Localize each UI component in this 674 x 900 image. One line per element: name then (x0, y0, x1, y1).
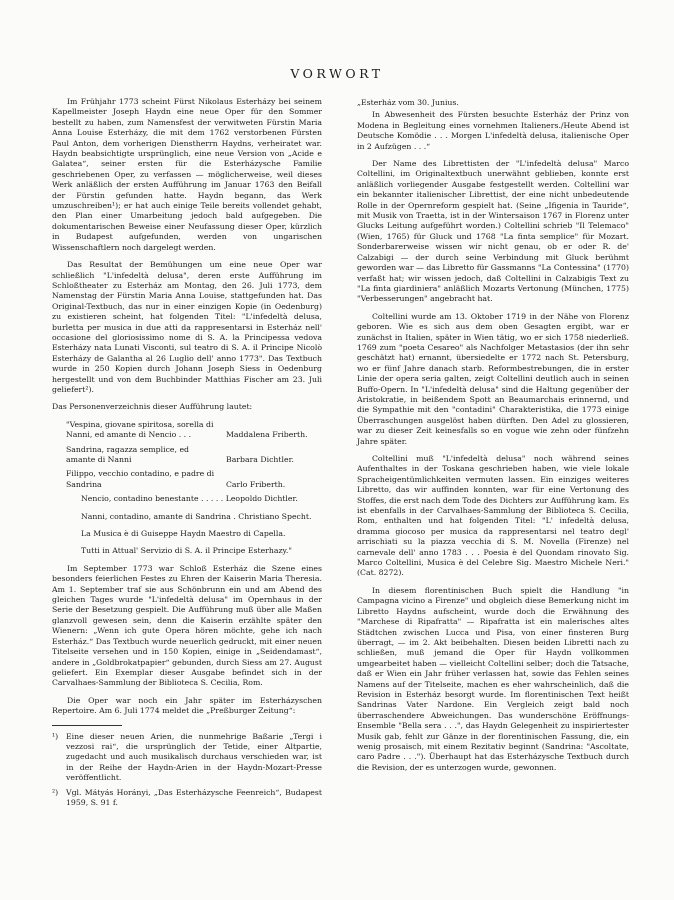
paragraph: Im September 1773 war Schloß Esterház die Szene eines besonders feierlichen Festes zu Ehren der Kaiserin Maria Theresia. Am 1. September traf sie aus Schönbrunn ein und am Abend des gleichen Tages wurde "L'infedeltà delusa" im Opernhaus in der Serie der Besetzung gespielt. Die Aufführung muß über alle Maßen glanzvoll gewesen sein, denn die Kaiserin erzählte später den Wienern: „Wenn ich gute Opera hören möchte, gehe ich nach Esterház.“ Das Textbuch wurde neuerlich gedruckt, mit einer neuen Titelseite versehen und in 150 Kopien, einige in „Seidendamast“, andere in „Goldbrokatpapier“ gebunden, durch Siess am 27. August geliefert. Ein Exemplar dieser Ausgabe befindet sich in der Carvalhaes-Sammlung der Biblioteca S. Cecilia, Rom. (52, 563, 322, 688)
cast-line: Nanni, contadino, amante di Sandrina . Christiano Specht. (81, 511, 312, 521)
paragraph: Coltellini muß "L'infedeltà delusa" noch während seines Aufenthaltes in der Toskana geschrieben haben, wie viele lokale Spracheigentümlichkeiten vermuten lassen. Ein einziges weiteres Libretto, das wir auffinden konnten, war für eine Vertonung des Stoffes, die erst nach dem Tode des Dichters zur Aufführung kam. Es ist ebenfalls in der Carvalhaes-Sammlung der Biblioteca S. Cecilia, Rom, enthalten und hat folgenden Titel: "L' infedeltà delusa, dramma giocoso per musica da rappresentarsi nel teatro degl' arrischiati su la piazza vecchia di S. M. Novella (Firenze) nel carnevale dell' anno 1783 . . . Poesia è del Quondam rinovato Sig. Marco Coltellini, Musica è del Celebre Sig. Maestro Michele Neri." (Cat. 8272). (357, 454, 629, 578)
cast-actor: Barbara Dichtler. (226, 455, 294, 464)
paragraph: Coltellini wurde am 13. Oktober 1719 in der Nähe von Florenz geboren. Wie es sich aus dem oben Gesagten ergibt, war er zunächst in Italien, später in Wien tätig, wo er sich 1758 niederließ. 1769 zum "poeta Cesareo" als Nachfolger Metastasios (der ihn sehr geschätzt hat) ernannt, übersiedelte er 1772 nach St. Petersburg, wo er fünf Jahre danach starb. Reformbestrebungen, die in erster Linie der opera seria galten, zeigt Coltellini deutlich auch in seinen Buffo-Opern. In "L'infedeltà delusa" sind die Haltung gegenüber der Aristokratie, in beißendem Spott an Beaumarchais erinnernd, und die Sympathie mit den "contadini" Charakteristika, die 1773 einige Überraschungen ausgelöst haben dürften. Den Adel zu glossieren, war zu dieser Zeit keinesfalls so en vogue wie zehn oder fünfzehn Jahre später. (357, 311, 629, 446)
right-column (357, 98, 629, 780)
cast-intro: Das Personenverzeichnis dieser Aufführung lautet: (52, 402, 253, 412)
paragraph: Die Oper war noch ein Jahr später im Esterházyschen Repertoire. Am 6. Juli 1774 meldet die „Preßburger Zeitung“: (52, 695, 322, 716)
paragraph: Der Name des Librettisten der "L'infedeltà delusa" Marco Coltellini, im Originaltextbuch unerwähnt geblieben, konnte erst anläßlich vorliegender Ausgabe festgestellt werden. Coltellini war ein bekannter italienischer Librettist, der eine nicht unbedeutende Rolle in der Opernreform gespielt hat. (Seine „Ifigenia in Tauride“, mit Musik von Traetta, ist in der Wintersaison 1767 in Florenz unter Glucks Leitung aufgeführt worden.) Coltellini schrieb "Il Telemaco" (Wien, 1765) für Gluck und 1768 "La finta semplice" für Mozart. Sonderbarerweise wissen wir nicht genau, ob er oder R. de' Calzabigi — der durch seine Verbindung mit Gluck berühmt geworden war — das Libretto für Gassmanns "La Contessina" (1770) verfaßt hat; wir wissen jedoch, daß Coltellini in Calzabigis Text zu "La finta giardiniera" anläßlich Mozarts Vertonung (München, 1775) "Verbesserungen" angebracht hat. (357, 159, 629, 304)
footnote (52, 788, 322, 809)
cast-list (66, 420, 322, 557)
cast-entry (66, 469, 322, 490)
paragraph: Das Resultat der Bemühungen um eine neue Oper war schließlich "L'infedeltà delusa", deren erste Aufführung im Schloßtheater zu Esterház am Montag, den 26. Juli 1773, dem Namenstag der Fürstin Maria Anna Louise, stattgefunden hat. Das Original-Textbuch, das nur in einer einzigen Kopie (in Oedenburg) zu existieren scheint, hat folgenden Titel: "L'infedeltà delusa, burletta per musica in due atti da rappresentarsi in Esterház nell' occasione del gloriosissimo nome di S. A. la Principessa vedova Esterházy nata Lunati Visconti, sul teatro di S. A. il Principe Nicolò Esterházy de Galantha al 26 Luglio dell' anno 1773". Das Textbuch wurde in 250 Kopien durch Johann Joseph Siess in Oedenburg hergestellt und von dem Buchbinder Matthias Fischer am 23. Juli geliefert²). (52, 260, 322, 394)
paragraph: Im Frühjahr 1773 scheint Fürst Nikolaus Esterházy bei seinem Kapellmeister Joseph Haydn eine neue Oper für den Sommer bestellt zu haben, zum Namensfest der verwitweten Fürstin Maria Anna Louise Esterházy, die mit dem 1762 verstorbenen Fürsten Paul Anton, dem vorherigen Dienstherrn Haydns, verheiratet war. Haydn beabsichtigte ursprünglich, eine neue Version von „Acide e Galatea“, seiner ersten für die Esterházysche Familie geschriebenen Oper, zu verfassen — möglicherweise, weil dieses Werk anläßlich der ersten Aufführung im Januar 1763 den Beifall der Fürstin gefunden hatte. Haydn begann, das Werk umzuschreiben¹); er hat auch einige Teile bereits vollendet gehabt, den Plan einer Umarbeitung jedoch bald aufgegeben. Die dokumentarischen Beweise einer Neufassung dieser Oper, kürzlich in Budapest aufgefunden, werden von ungarischen Wissenschaftlern noch dargelegt werden. (52, 97, 322, 252)
cast-role: Filippo, vecchio contadino, e padre di Sandrina (66, 469, 215, 489)
footnote-mark: ¹) (52, 731, 59, 741)
footnote-divider (52, 725, 122, 726)
footnote (52, 732, 322, 784)
left-column (52, 97, 322, 812)
cast-line: Nencio, contadino benestante . . . . . Leopoldo Dichtler. (81, 494, 298, 504)
footnote-text: Vgl. Mátyás Horányi, „Das Esterházysche Feenreich“, Budapest 1959, S. 91 f. (66, 787, 322, 807)
cast-line: La Musica è di Guiseppe Haydn Maestro di Capella. (81, 529, 286, 539)
page-title: VORWORT (290, 66, 384, 81)
quote-paragraph: In Abwesenheit des Fürsten besuchte Esterház der Prinz von Modena in Begleitung eines vornehmen Italieners./Heute Abend ist Deutsche Komödie . . . Morgen L'infedeltà delusa, italienische Oper in 2 Aufzügen . . .“ (357, 110, 629, 151)
cast-line: Tutti in Attual' Servizio di S. A. il Principe Esterhazy." (81, 546, 292, 556)
quote-line: „Esterház vom 30. Junius. (357, 98, 459, 107)
cast-role: "Vespina, giovane spiritosa, sorella di Nanni, ed amante di Nencio . . . (66, 419, 214, 440)
paragraph: In diesem florentinischen Buch spielt die Handlung "in Campagna vicino a Firenze" und obgleich diese Bemerkung nicht im Libretto Haydns aufscheint, wurde doch die Erwähnung des "Marchese di Ripafratta" — Ripafratta ist ein malerisches altes Städtchen zwischen Lucca und Pisa, von einer finsteren Burg überragt, — im 2. Akt beibehalten. Diesen beiden Libretti nach zu schließen, muß jemand die Oper für Haydn vollkommen umgearbeitet haben — vielleicht Coltellini selber; doch die Tatsache, daß er Wien ein Jahr früher verlassen hat, sowie das Fehlen seines Namens auf der Titelseite, machen es eher wahrscheinlich, daß die Revision in Esterház besorgt wurde. Im florentinischen Text heißt Sandrinas Vater Nardone. Ein Vergleich zeigt bald noch überraschendere Abweichungen. Das wunderschöne Eröffnungs-Ensemble "Bella sera . . .", das Haydn Gelegenheit zu inspiriertester Musik gab, fehlt zur Gänze in der florentinischen Fassung, die, ein wenig prosaisch, mit einem Rezitativ beginnt (Sandrina: "Ascoltate, caro Padre . . ."). Überhaupt hat das Esterházysche Textbuch durch die Revision, der es unterzogen wurde, gewonnen. (357, 585, 629, 772)
cast-actor: Carlo Friberth. (226, 479, 286, 489)
cast-role: Sandrina, ragazza semplice, ed amante di Nanni (66, 444, 189, 464)
cast-entry (66, 420, 322, 441)
footnote-mark: ²) (52, 787, 59, 797)
cast-actor: Maddalena Friberth. (226, 430, 308, 440)
cast-entry (66, 445, 322, 466)
footnote-text: Eine dieser neuen Arien, die nunmehrige Baßarie „Tergi i vezzosi rai“, die ursprünglich der Tetide, einer Altpartie, zugedacht und auch musikalisch durchaus verschieden war, ist in der Reihe der Haydn-Arien in der Haydn-Mozart-Presse veröffentlicht. (66, 731, 322, 783)
